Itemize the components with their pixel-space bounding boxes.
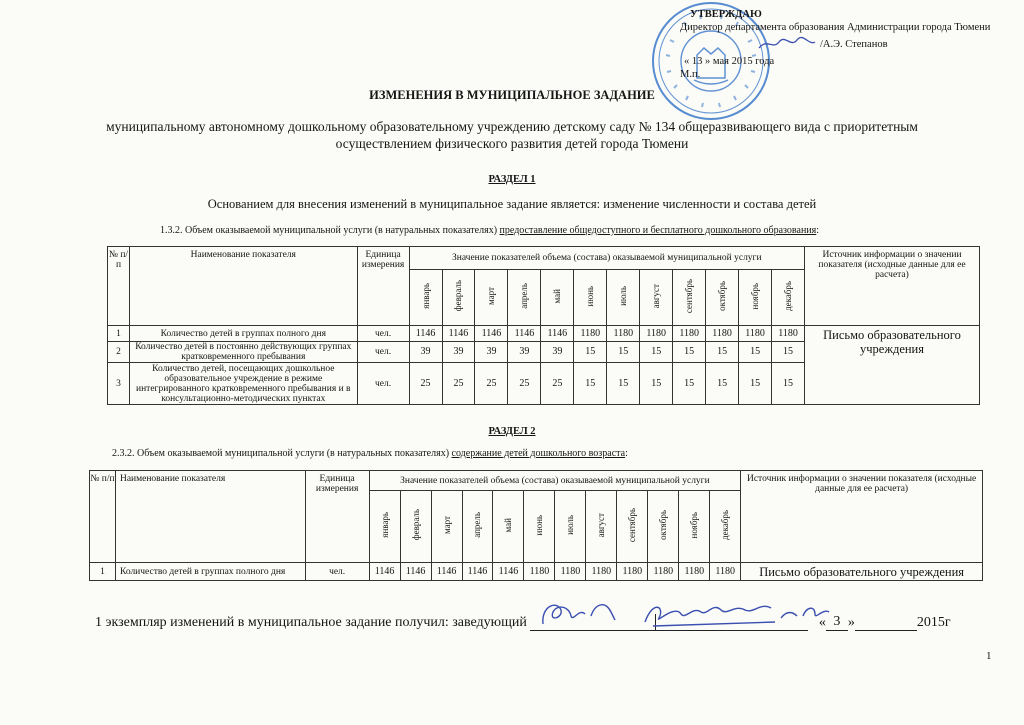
month-value: 1180 xyxy=(524,563,555,581)
month-value: 39 xyxy=(442,342,475,363)
month-value: 25 xyxy=(442,363,475,405)
approval-signer: /А.Э. Степанов xyxy=(820,39,888,50)
date-year: 2015г xyxy=(916,615,951,630)
month-header xyxy=(648,491,679,563)
row-indicator-name: Количество детей в группах полного дня xyxy=(129,326,357,342)
month-value: 15 xyxy=(574,342,607,363)
approval-block xyxy=(680,8,990,81)
month-label: февраль xyxy=(410,509,421,541)
row-number: 2 xyxy=(108,342,130,363)
month-header xyxy=(710,491,741,563)
month-value: 1146 xyxy=(431,563,462,581)
month-label: октябрь xyxy=(658,510,669,540)
section1-item xyxy=(160,225,819,236)
month-value: 1180 xyxy=(710,563,741,581)
table-section1 xyxy=(107,246,980,405)
t1-header-values: Значение показателей объема (состава) оказываемой муниципальной услуги xyxy=(409,247,804,270)
row-unit: чел. xyxy=(305,563,369,581)
section2-item-suffix: : xyxy=(625,448,628,459)
month-value: 15 xyxy=(607,363,640,405)
month-value: 1146 xyxy=(442,326,475,342)
month-label: март xyxy=(441,516,452,534)
row-number: 1 xyxy=(90,563,116,581)
month-header xyxy=(772,270,805,326)
date-month-line xyxy=(855,614,917,631)
row-number: 3 xyxy=(108,363,130,405)
month-header xyxy=(493,491,524,563)
month-label: июль xyxy=(618,286,629,306)
month-value: 25 xyxy=(508,363,541,405)
t1-header-source: Источник информации о значении показателя (исходные данные для ее расчета) xyxy=(805,247,980,326)
director-signature xyxy=(757,36,817,52)
month-label: май xyxy=(503,517,514,533)
month-header xyxy=(673,270,706,326)
date-close: » xyxy=(847,615,855,630)
month-value: 1146 xyxy=(462,563,493,581)
month-value: 1146 xyxy=(400,563,431,581)
section2-item xyxy=(112,448,628,459)
month-value: 1180 xyxy=(607,326,640,342)
month-header xyxy=(524,491,555,563)
month-value: 15 xyxy=(706,342,739,363)
section2-title: РАЗДЕЛ 2 xyxy=(488,426,536,437)
t1-header-unit: Единица измерения xyxy=(357,247,409,326)
month-label: июнь xyxy=(534,514,545,536)
section1-item-service: предоставление общедоступного и бесплатного дошкольного образования xyxy=(499,225,817,236)
month-value: 1180 xyxy=(772,326,805,342)
section2-item-prefix: 2.3.2. Объем оказываемой муниципальной услуги (в натуральных показателях) xyxy=(112,448,452,459)
month-header xyxy=(400,491,431,563)
month-header xyxy=(475,270,508,326)
document-title: ИЗМЕНЕНИЯ В МУНИЦИПАЛЬНОЕ ЗАДАНИЕ xyxy=(369,88,655,102)
month-value: 25 xyxy=(541,363,574,405)
month-value: 15 xyxy=(739,342,772,363)
t1-header-name: Наименование показателя xyxy=(129,247,357,326)
month-label: март xyxy=(486,287,497,305)
month-header xyxy=(586,491,617,563)
month-value: 1180 xyxy=(574,326,607,342)
month-label: январь xyxy=(379,512,390,538)
month-header xyxy=(508,270,541,326)
month-header xyxy=(555,491,586,563)
month-value: 15 xyxy=(574,363,607,405)
month-label: июнь xyxy=(585,285,596,307)
section1-item-prefix: 1.3.2. Объем оказываемой муниципальной услуги (в натуральных показателях) xyxy=(160,225,500,236)
month-header xyxy=(409,270,442,326)
section2-item-service: содержание детей дошкольного возраста xyxy=(451,448,626,459)
month-value: 15 xyxy=(739,363,772,405)
t2-header-source: Источник информации о значении показателя (исходные данные для ее расчета) xyxy=(741,471,983,563)
month-header xyxy=(574,270,607,326)
handwritten-signature xyxy=(535,596,835,630)
date-day: 3 xyxy=(826,614,848,631)
month-header xyxy=(706,270,739,326)
row-source: Письмо образовательного учреждения xyxy=(741,563,983,581)
receipt-text: 1 экземпляр изменений в муниципальное задание получил: заведующий xyxy=(95,615,527,630)
month-value: 1180 xyxy=(648,563,679,581)
month-label: январь xyxy=(420,283,431,309)
row-indicator-name: Количество детей в постоянно действующих группах кратковременного пребывания xyxy=(129,342,357,363)
table-row xyxy=(108,326,980,342)
month-value: 1146 xyxy=(409,326,442,342)
month-value: 15 xyxy=(640,363,673,405)
month-value: 1180 xyxy=(555,563,586,581)
t2-header-values: Значение показателей объема (состава) оказываемой муниципальной услуги xyxy=(369,471,741,491)
t2-header-num: № п/п xyxy=(90,471,116,563)
month-label: август xyxy=(651,283,662,309)
section1-title: РАЗДЕЛ 1 xyxy=(488,174,536,185)
month-value: 1146 xyxy=(493,563,524,581)
month-label: ноябрь xyxy=(750,282,761,310)
month-value: 1180 xyxy=(706,326,739,342)
month-value: 1146 xyxy=(541,326,574,342)
month-header xyxy=(679,491,710,563)
month-label: декабрь xyxy=(783,281,794,311)
month-value: 39 xyxy=(508,342,541,363)
month-value: 15 xyxy=(673,342,706,363)
month-value: 1146 xyxy=(475,326,508,342)
approval-head: УТВЕРЖДАЮ xyxy=(690,9,762,20)
month-header xyxy=(462,491,493,563)
month-header xyxy=(431,491,462,563)
month-label: сентябрь xyxy=(627,507,638,543)
month-label: сентябрь xyxy=(684,278,695,314)
section1-item-suffix: : xyxy=(816,225,820,236)
month-value: 1146 xyxy=(508,326,541,342)
month-value: 1180 xyxy=(739,326,772,342)
month-label: февраль xyxy=(453,280,464,312)
approval-mp: М.п. xyxy=(680,69,701,80)
t2-header-unit: Единица измерения xyxy=(305,471,369,563)
date-open: « xyxy=(818,615,826,630)
month-value: 15 xyxy=(607,342,640,363)
month-value: 15 xyxy=(640,342,673,363)
row-number: 1 xyxy=(108,326,130,342)
month-header xyxy=(739,270,772,326)
month-label: май xyxy=(552,288,563,304)
month-value: 15 xyxy=(706,363,739,405)
month-value: 15 xyxy=(772,363,805,405)
month-label: апрель xyxy=(519,283,530,309)
month-value: 1180 xyxy=(673,326,706,342)
month-value: 1180 xyxy=(586,563,617,581)
month-label: ноябрь xyxy=(689,511,700,539)
row-indicator-name: Количество детей в группах полного дня xyxy=(115,563,305,581)
document-subtitle: муниципальному автономному дошкольному образовательному учреждению детскому саду № 134 общеразвивающего вида с приоритетным осуществлением физического развития детей города Тюмени xyxy=(106,119,918,151)
row-unit: чел. xyxy=(357,363,409,405)
month-value: 1180 xyxy=(679,563,710,581)
row-unit: чел. xyxy=(357,326,409,342)
month-value: 1180 xyxy=(640,326,673,342)
month-value: 39 xyxy=(409,342,442,363)
month-label: август xyxy=(596,512,607,538)
month-value: 25 xyxy=(475,363,508,405)
table-section2 xyxy=(89,470,983,581)
month-value: 15 xyxy=(772,342,805,363)
month-label: июль xyxy=(565,515,576,535)
approval-position: Директор департамента образования Администрации города Тюмени xyxy=(680,22,991,33)
month-value: 1180 xyxy=(617,563,648,581)
month-header xyxy=(369,491,400,563)
month-value: 1146 xyxy=(369,563,400,581)
month-label: декабрь xyxy=(720,510,731,540)
month-header xyxy=(617,491,648,563)
month-value: 39 xyxy=(541,342,574,363)
month-value: 39 xyxy=(475,342,508,363)
month-label: октябрь xyxy=(717,281,728,311)
t1-header-num: № п/п xyxy=(108,247,130,326)
month-value: 15 xyxy=(673,363,706,405)
month-label: апрель xyxy=(472,512,483,538)
row-indicator-name: Количество детей, посещающих дошкольное образовательное учреждение в режиме интегрированного кратковременного пребывания и в консультационно-методических пунктах xyxy=(129,363,357,405)
table-row xyxy=(90,563,983,581)
month-value: 25 xyxy=(409,363,442,405)
page-number: 1 xyxy=(986,650,992,662)
month-header xyxy=(442,270,475,326)
month-header xyxy=(640,270,673,326)
month-header xyxy=(607,270,640,326)
row-unit: чел. xyxy=(357,342,409,363)
t2-header-name: Наименование показателя xyxy=(115,471,305,563)
section1-basis: Основанием для внесения изменений в муниципальное задание является: изменение численности и состава детей xyxy=(207,197,817,211)
row-source: Письмо образовательного учреждения xyxy=(805,326,980,405)
approval-date: « 13 » мая 2015 года xyxy=(684,56,775,67)
month-header xyxy=(541,270,574,326)
